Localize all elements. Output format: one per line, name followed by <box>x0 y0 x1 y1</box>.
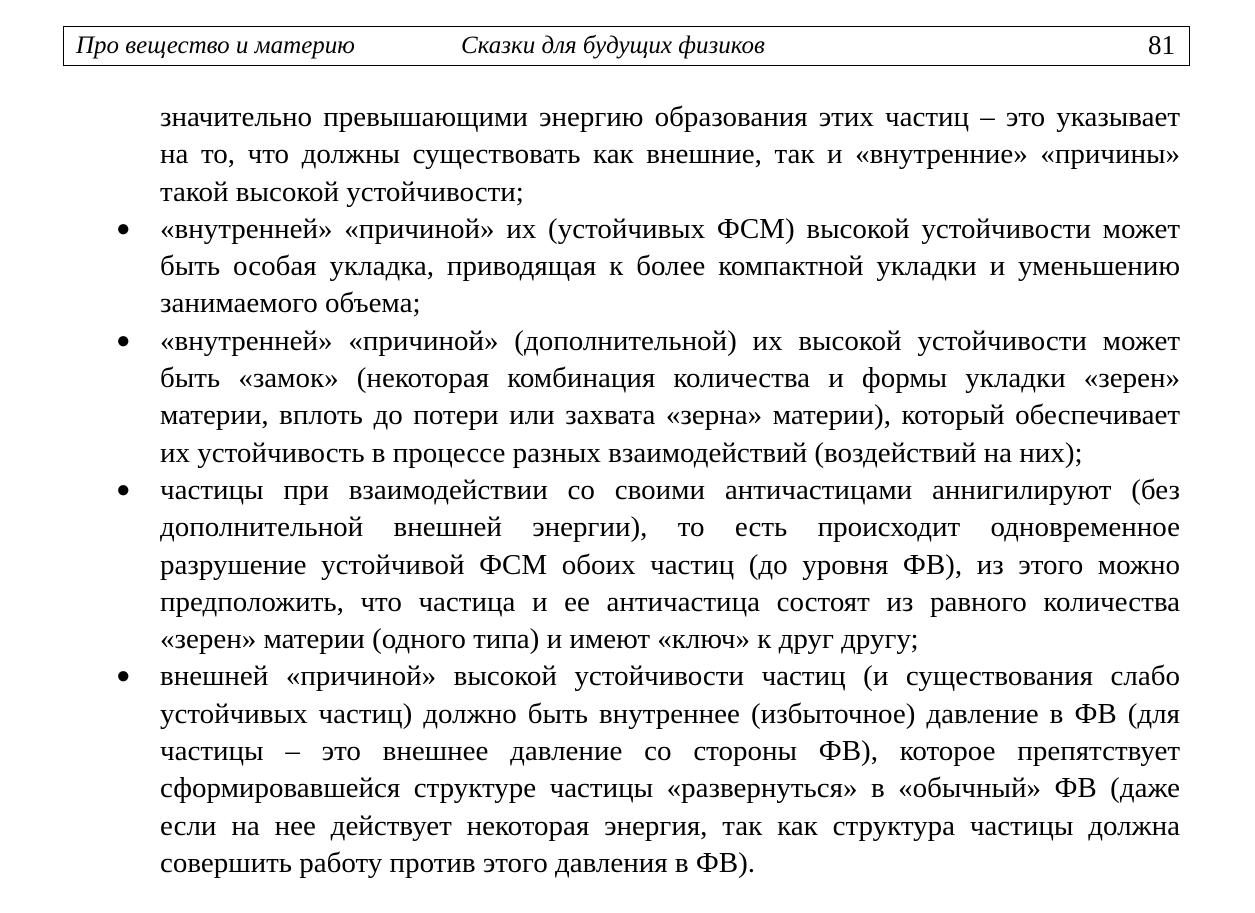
page-number: 81 <box>1148 30 1175 60</box>
bullet-icon: ● <box>116 663 131 690</box>
bullet-text: внешней «причиной» высокой устойчивости частиц (и существования слабо устойчивых частиц) должно быть внутреннее (избыточное) давление в ФВ (для частицы – это внешнее давление со стороны ФВ), которое препятствует сформировавшейся структуре частицы «развернуться» в «обычный» ФВ (даже если на нее действует некоторая энергия, так как структура частицы должна совершить работу против этого давления в ФВ). <box>160 660 1180 879</box>
bullet-item <box>116 211 1180 323</box>
bullet-icon: ● <box>116 327 131 354</box>
bullet-text: «внутренней» «причиной» (дополнительной) их высокой устойчивости может быть «замок» (некоторая комбинация количества и формы укладки «зерен» материи, вплоть до потери или захвата «зерна» материи), который обеспечивает их устойчивость в процессе разных взаимодействий (воздействий на них); <box>160 324 1180 469</box>
bullet-icon: ● <box>116 476 131 503</box>
page-header <box>63 26 1190 66</box>
bullet-text: «внутренней» «причиной» их (устойчивых ФСМ) высокой устойчивости может быть особая укладка, приводящая к более компактной укладки и уменьшению занимаемого объема; <box>160 212 1180 320</box>
page-body <box>116 99 1180 882</box>
bullet-item <box>116 472 1180 658</box>
bullet-icon: ● <box>116 215 131 242</box>
header-book-title: Сказки для будущих физиков <box>461 32 765 59</box>
header-section-title: Про вещество и материю <box>76 32 355 59</box>
bullet-text: частицы при взаимодействии со своими античастицами аннигилируют (без дополнительной внешней энергии), то есть происходит одновременное разрушение устойчивой ФСМ обоих частиц (до уровня ФВ), из этого можно предположить, что частица и ее античастица состоят из равного количества «зерен» материи (одного типа) и имеют «ключ» к друг другу; <box>160 473 1180 656</box>
bullet-item <box>116 658 1180 882</box>
bullet-item <box>116 323 1180 472</box>
intro-paragraph: значительно превышающими энергию образования этих частиц – это указывает на то, что должны существовать как внешние, так и «внутренние» «причины» такой высокой устойчивости; <box>160 101 1180 208</box>
